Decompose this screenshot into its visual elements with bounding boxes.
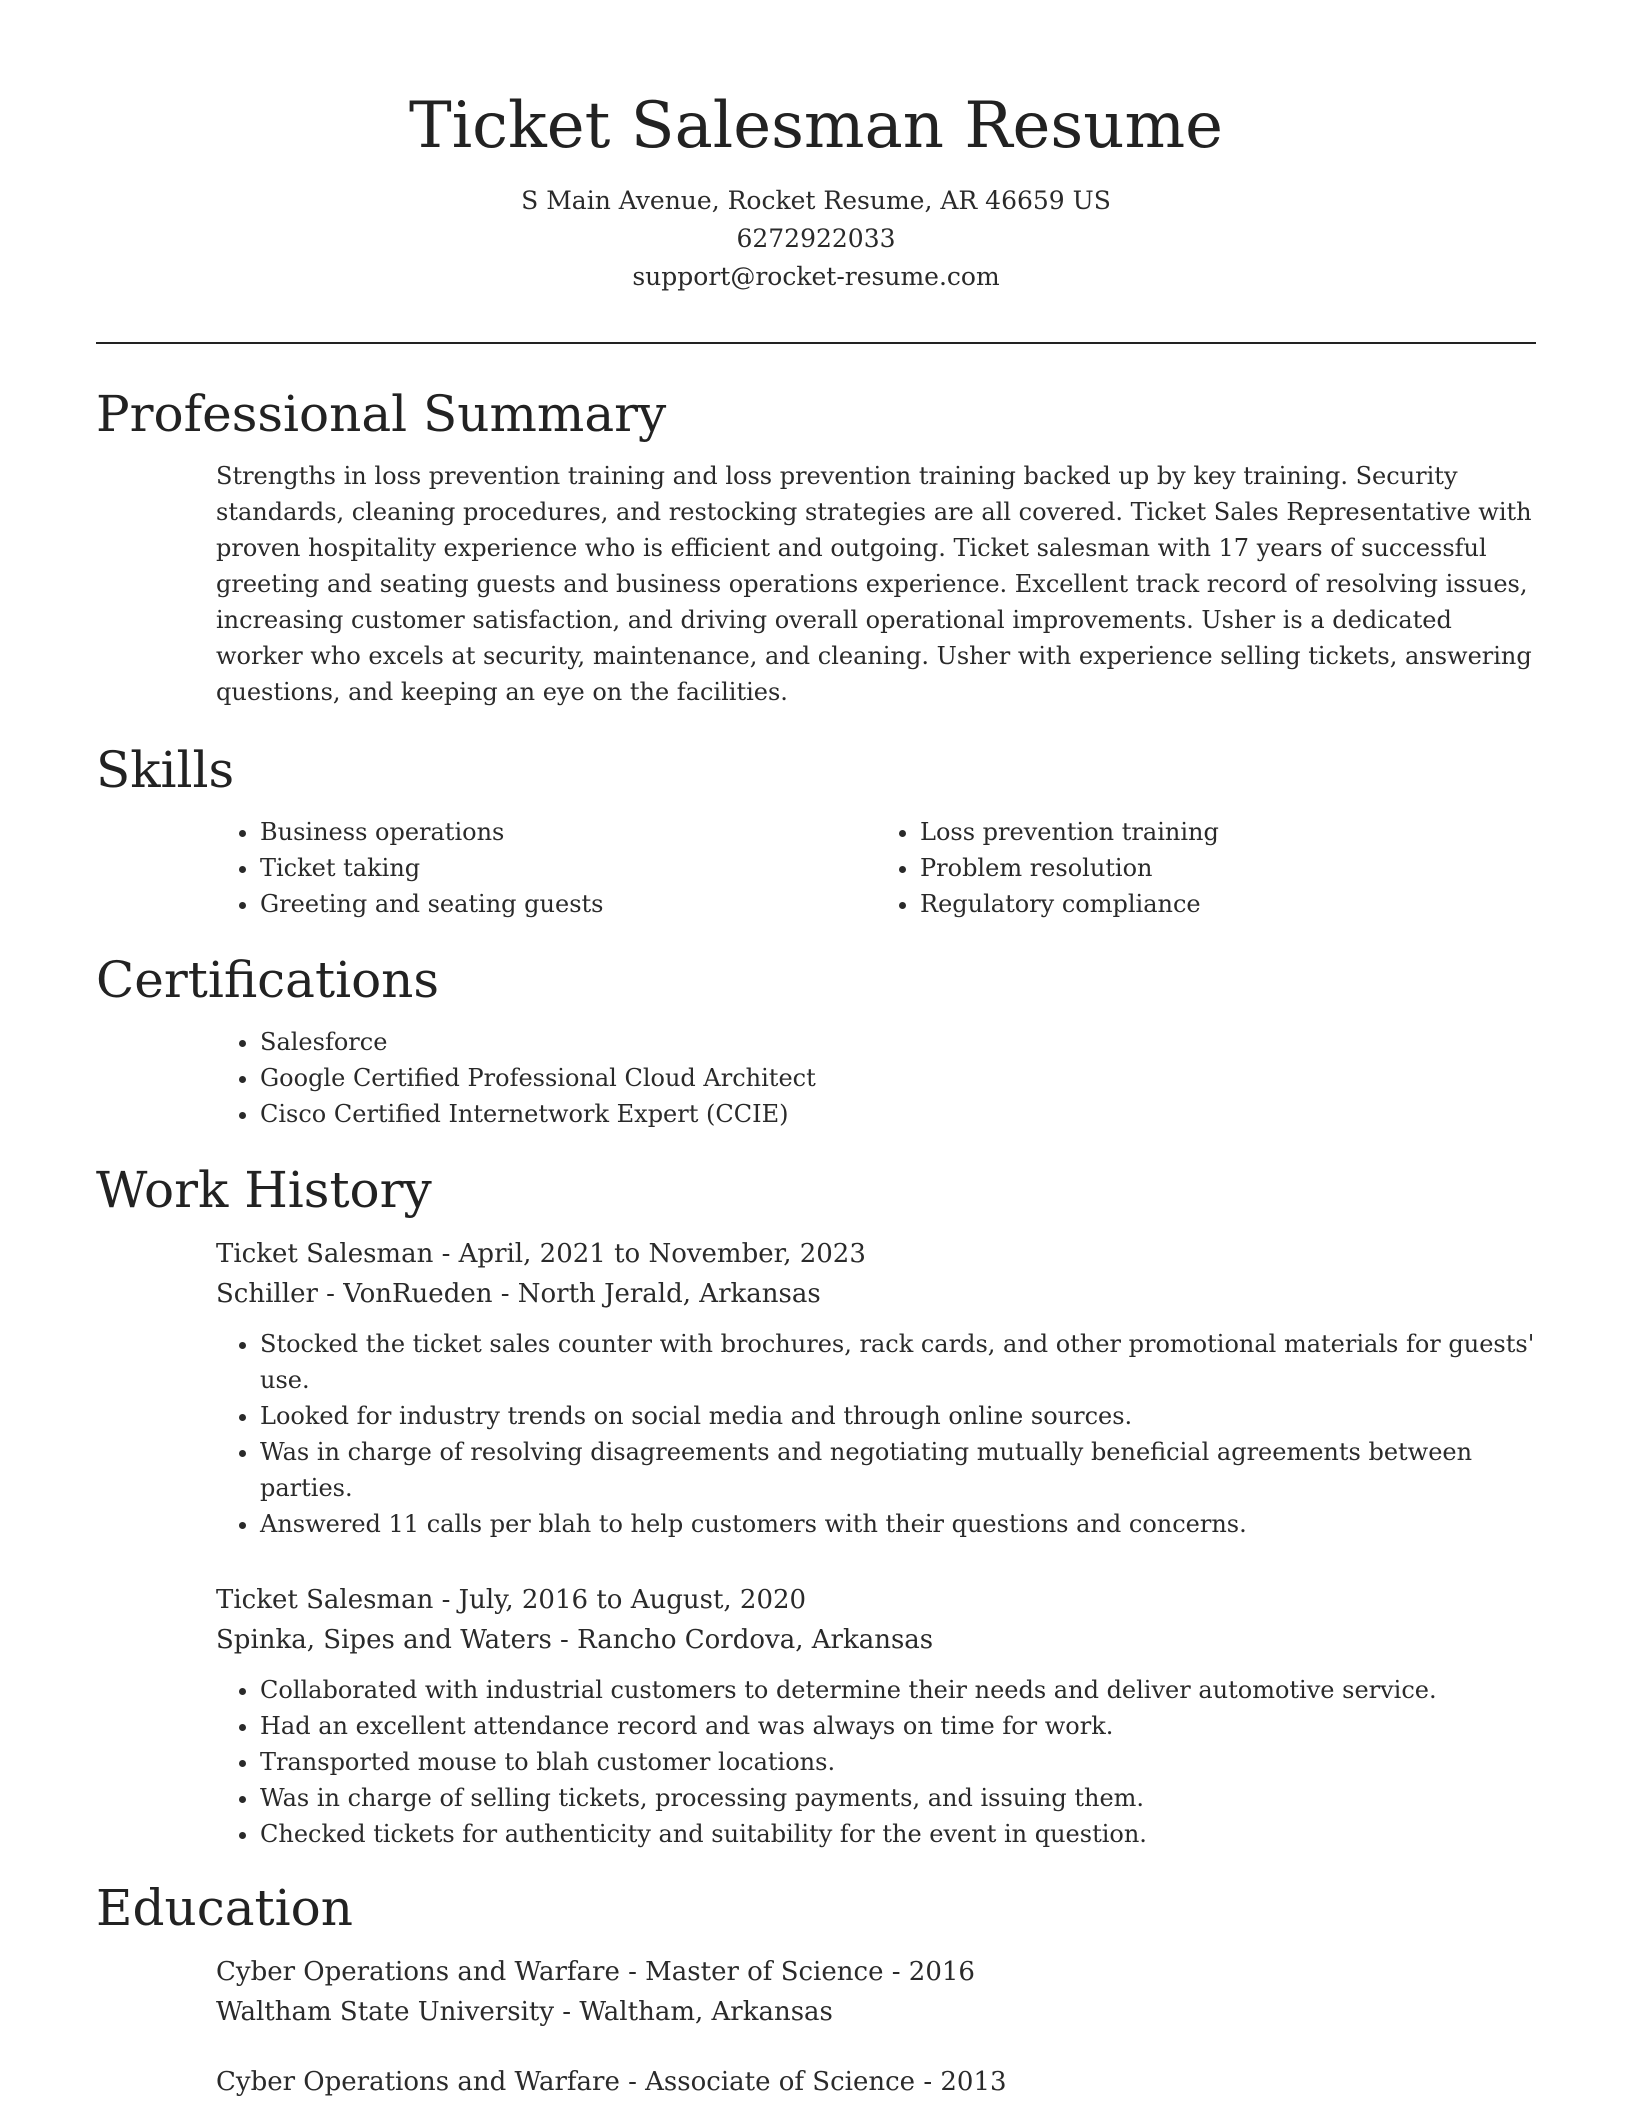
certifications-list <box>216 1024 1536 1132</box>
education-entry <box>216 1952 1536 2032</box>
work-history-section <box>216 1234 1536 1852</box>
education-heading: Education <box>96 1879 353 1937</box>
job-bullet: • Looked for industry trends on social media and through online sources. <box>260 1398 1536 1434</box>
skill-item: • Loss prevention training <box>920 814 1536 850</box>
certifications-heading: Certifications <box>96 951 440 1009</box>
job-bullet: • Stocked the ticket sales counter with brochures, rack cards, and other promotional materials for guests' use. <box>260 1326 1536 1398</box>
job-bullets <box>216 1672 1536 1852</box>
job-entry <box>216 1580 1536 1852</box>
education-school-line: Waltham State University - Waltham, Arkansas <box>216 1997 833 2027</box>
contact-phone: 6272922033 <box>736 224 896 253</box>
job-bullet: • Collaborated with industrial customers to determine their needs and deliver automotive service. <box>260 1672 1536 1708</box>
summary-section <box>216 458 1536 710</box>
job-bullet: • Checked tickets for authenticity and suitability for the event in question. <box>260 1816 1536 1852</box>
job-entry <box>216 1234 1536 1542</box>
skill-item: • Business operations <box>260 814 876 850</box>
job-bullet: • Answered 11 calls per blah to help customers with their questions and concerns. <box>260 1506 1536 1542</box>
skills-column-right <box>876 814 1536 922</box>
certification-item: • Salesforce <box>260 1024 1536 1060</box>
job-bullet: • Transported mouse to blah customer locations. <box>260 1744 1536 1780</box>
contact-address: S Main Avenue, Rocket Resume, AR 46659 US <box>521 186 1111 215</box>
job-title-line: Ticket Salesman - July, 2016 to August, 2020 <box>216 1585 807 1615</box>
page-title: Ticket Salesman Resume <box>409 89 1223 163</box>
work-history-heading: Work History <box>96 1161 432 1219</box>
job-bullet: • Was in charge of selling tickets, processing payments, and issuing them. <box>260 1780 1536 1816</box>
skill-item: • Ticket taking <box>260 850 876 886</box>
skill-item: • Regulatory compliance <box>920 886 1536 922</box>
header-divider <box>96 342 1536 344</box>
resume-header <box>0 0 1632 296</box>
summary-text: Strengths in loss prevention training and loss prevention training backed up by key training. Security standards, cleaning procedures, and restocking strategies are all covered. Ticket Sales Representative with proven hospitality experience who is efficient and outgoing. Ticket salesman with 17 years of successful greeting and seating guests and business operations experience. Excellent track record of resolving issues, increasing customer satisfaction, and driving overall operational improvements. Usher is a dedicated worker who excels at security, maintenance, and cleaning. Usher with experience selling tickets, answering questions, and keeping an eye on the facilities. <box>216 462 1532 706</box>
skills-heading: Skills <box>96 741 235 799</box>
summary-heading: Professional Summary <box>96 385 667 443</box>
skills-section <box>216 814 1536 922</box>
certifications-section <box>216 1024 1536 1132</box>
education-section <box>216 1952 1536 2102</box>
skill-item: • Greeting and seating guests <box>260 886 876 922</box>
certification-item: • Cisco Certified Internetwork Expert (CCIE) <box>260 1096 1536 1132</box>
job-bullet: • Had an excellent attendance record and was always on time for work. <box>260 1708 1536 1744</box>
education-degree-line: Cyber Operations and Warfare - Master of Science - 2016 <box>216 1957 975 1987</box>
skill-item: • Problem resolution <box>920 850 1536 886</box>
contact-block <box>0 182 1632 296</box>
job-bullets <box>216 1326 1536 1542</box>
skills-column-left <box>216 814 876 922</box>
contact-email: support@rocket-resume.com <box>632 262 1000 291</box>
certification-item: • Google Certified Professional Cloud Architect <box>260 1060 1536 1096</box>
skills-grid <box>216 814 1536 922</box>
education-degree-line: Cyber Operations and Warfare - Associate of Science - 2013 <box>216 2067 1007 2097</box>
education-entry <box>216 2062 1536 2102</box>
job-title-line: Ticket Salesman - April, 2021 to November, 2023 <box>216 1239 866 1269</box>
resume-content <box>96 378 1536 2102</box>
job-company-line: Schiller - VonRueden - North Jerald, Arkansas <box>216 1279 821 1309</box>
job-bullet: • Was in charge of resolving disagreements and negotiating mutually beneficial agreements between parties. <box>260 1434 1536 1506</box>
job-company-line: Spinka, Sipes and Waters - Rancho Cordova, Arkansas <box>216 1625 934 1655</box>
